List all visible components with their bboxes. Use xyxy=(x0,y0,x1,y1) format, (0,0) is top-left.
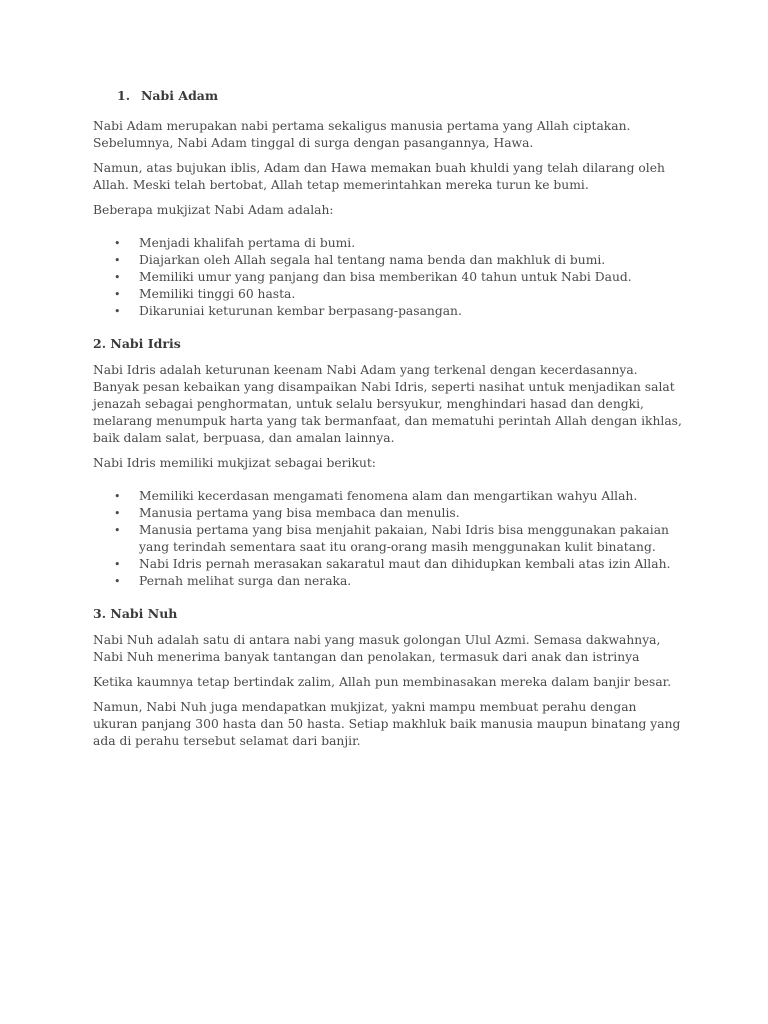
list-item xyxy=(93,505,683,522)
heading-nabi-nuh: 3. Nabi Nuh xyxy=(93,606,178,621)
paragraph: Namun, atas bujukan iblis, Adam dan Hawa memakan buah khuldi yang telah dilarang oleh Allah. Meski telah bertobat, Allah tetap memerintahkan mereka turun ke bumi. xyxy=(93,161,665,192)
list-item-text: Pernah melihat surga dan neraka. xyxy=(139,574,352,588)
paragraph: Ketika kaumnya tetap bertindak zalim, Allah pun membinasakan mereka dalam banjir besar. xyxy=(93,675,672,689)
list-item-text: Dikaruniai keturunan kembar berpasang-pasangan. xyxy=(139,304,462,318)
paragraph: Nabi Idris adalah keturunan keenam Nabi Adam yang terkenal dengan kecerdasannya. Banyak pesan kebaikan yang disampaikan Nabi Idris, seperti nasihat untuk menjadikan salat jenazah sebagai penghormatan, untuk selalu bersyukur, menghindari hasad dan dengki, melarang menumpuk harta yang tak bermanfaat, dan mematuhi perintah Allah dengan ikhlas, baik dalam salat, berpuasa, dan amalan lainnya. xyxy=(93,363,682,445)
list-item xyxy=(93,286,683,303)
paragraph: Nabi Adam merupakan nabi pertama sekaligus manusia pertama yang Allah ciptakan. Sebelumnya, Nabi Adam tinggal di surga dengan pasangannya, Hawa. xyxy=(93,119,631,150)
bullet-icon: • xyxy=(114,305,121,318)
list-item-text: Menjadi khalifah pertama di bumi. xyxy=(139,236,356,250)
paragraph: Nabi Idris memiliki mukjizat sebagai berikut: xyxy=(93,456,376,470)
bullet-icon: • xyxy=(114,490,121,503)
list-item-text: Diajarkan oleh Allah segala hal tentang nama benda dan makhluk di bumi. xyxy=(139,253,606,267)
bullet-icon: • xyxy=(114,524,121,537)
bullet-icon: • xyxy=(114,575,121,588)
paragraph: Namun, Nabi Nuh juga mendapatkan mukjizat, yakni mampu membuat perahu dengan ukuran panjang 300 hasta dan 50 hasta. Setiap makhluk baik manusia maupun binatang yang ada di perahu tersebut selamat dari banjir. xyxy=(93,700,681,748)
list-item xyxy=(93,522,683,556)
bullet-icon: • xyxy=(114,507,121,520)
heading-number: 1. xyxy=(117,88,131,103)
document-page xyxy=(93,86,683,750)
heading-nabi-idris: 2. Nabi Idris xyxy=(93,336,181,351)
bullet-icon: • xyxy=(114,288,121,301)
list-item-text: Memiliki kecerdasan mengamati fenomena alam dan mengartikan wahyu Allah. xyxy=(139,489,638,503)
paragraph: Nabi Nuh adalah satu di antara nabi yang masuk golongan Ulul Azmi. Semasa dakwahnya, Nabi Nuh menerima banyak tantangan dan penolakan, termasuk dari anak dan istrinya xyxy=(93,633,661,664)
paragraph: Beberapa mukjizat Nabi Adam adalah: xyxy=(93,203,334,217)
bullet-icon: • xyxy=(114,558,121,571)
bullet-icon: • xyxy=(114,254,121,267)
list-item xyxy=(93,556,683,573)
list-item xyxy=(93,488,683,505)
list-item xyxy=(93,303,683,320)
list-item-text: Memiliki tinggi 60 hasta. xyxy=(139,287,296,301)
list-item xyxy=(93,269,683,286)
list-item-text: Manusia pertama yang bisa menjahit pakaian, Nabi Idris bisa menggunakan pakaian yang terindah sementara saat itu orang-orang masih menggunakan kulit binatang. xyxy=(139,523,669,554)
list-item-text: Nabi Idris pernah merasakan sakaratul maut dan dihidupkan kembali atas izin Allah. xyxy=(139,557,671,571)
list-item-text: Manusia pertama yang bisa membaca dan menulis. xyxy=(139,506,460,520)
list-item xyxy=(93,235,683,252)
bullet-icon: • xyxy=(114,271,121,284)
bullet-list-adam xyxy=(93,235,683,320)
list-item xyxy=(93,252,683,269)
heading-title: Nabi Adam xyxy=(141,88,219,103)
bullet-list-idris xyxy=(93,488,683,590)
list-item-text: Memiliki umur yang panjang dan bisa memberikan 40 tahun untuk Nabi Daud. xyxy=(139,270,632,284)
list-item xyxy=(93,573,683,590)
bullet-icon: • xyxy=(114,237,121,250)
heading-nabi-adam xyxy=(93,86,683,106)
